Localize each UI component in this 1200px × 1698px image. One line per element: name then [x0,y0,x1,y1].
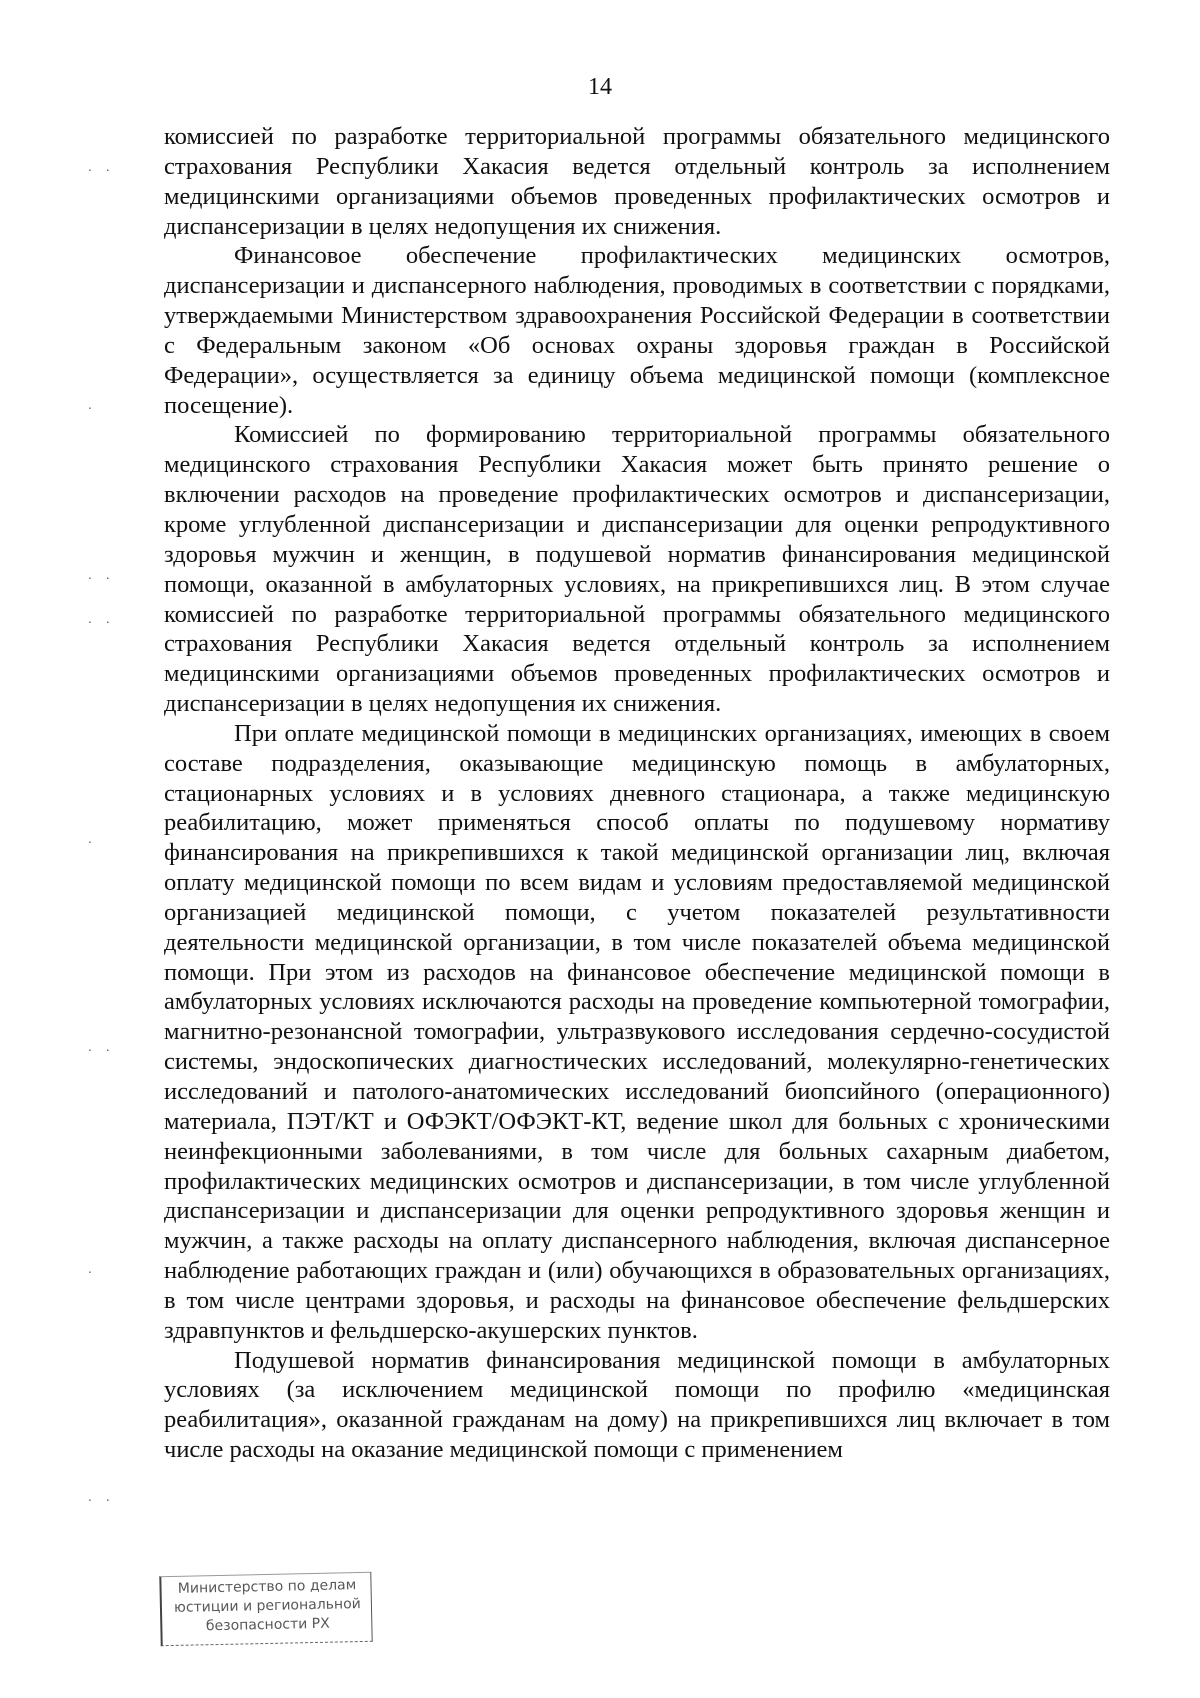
stamp-line-3: безопасности РХ [205,1615,330,1635]
document-body [164,122,1110,1465]
margin-dots-mark: .. [88,1490,124,1504]
margin-dots-mark: .. [88,612,124,626]
margin-dots-mark: .. [88,160,124,174]
margin-dots-mark: . [88,1262,106,1276]
ministry-stamp [159,1572,372,1646]
stamp-line-2: юстиции и региональной [173,1596,361,1616]
paragraph-4: При оплате медицинской помощи в медицинских организациях, имеющих в своем составе подразделения, оказывающие медицинскую помощь в амбулаторных, стационарных условиях и в условиях дневного стационара, а также медицинскую реабилитацию, может применяться способ оплаты по подушевому нормативу финансирования на прикрепившихся к такой медицинской организации лиц, включая оплату медицинской помощи по всем видам и условиям предоставляемой медицинской организацией медицинской помощи, с учетом показателей результативности деятельности медицинской организации, в том числе показателей объема медицинской помощи. При этом из расходов на финансовое обеспечение медицинской помощи в амбулаторных условиях исключаются расходы на проведение компьютерной томографии, магнитно-резонансной томографии, ультразвукового исследования сердечно-сосудистой системы, эндоскопических диагностических исследований, молекулярно-генетических исследований и патолого-анатомических исследований биопсийного (операционного) материала, ПЭТ/КТ и ОФЭКТ/ОФЭКТ-КТ, ведение школ для больных с хроническими неинфекционными заболеваниями, в том числе для больных сахарным диабетом, профилактических медицинских осмотров и диспансеризации, в том числе углубленной диспансеризации и диспансеризации для оценки репродуктивного здоровья женщин и мужчин, а также расходы на оплату диспансерного наблюдения, включая диспансерное наблюдение работающих граждан и (или) обучающихся в образовательных организациях, в том числе центрами здоровья, и расходы на финансовое обеспечение фельдшерских здравпунктов и фельдшерско-акушерских пунктов. [164,719,1110,1344]
margin-dots-mark: . [88,398,106,412]
paragraph-5: Подушевой норматив финансирования медицинской помощи в амбулаторных условиях (за исключением медицинской помощи по профилю «медицинская реабилитация», оказанной гражданам на дому) на прикрепившихся лиц включает в том числе расходы на оказание медицинской помощи с применением [164,1346,1110,1464]
margin-dots-mark: .. [88,568,124,582]
paragraph-3: Комиссией по формированию территориальной программы обязательного медицинского страхования Республики Хакасия может быть принято решение о включении расходов на проведение профилактических осмотров и диспансеризации, кроме углубленной диспансеризации и диспансеризации для оценки репродуктивного здоровья мужчин и женщин, в подушевой норматив финансирования медицинской помощи, оказанной в амбулаторных условиях, на прикрепившихся лиц. В этом случае комиссией по разработке территориальной программы обязательного медицинского страхования Республики Хакасия ведется отдельный контроль за исполнением медицинскими организациями объемов проведенных профилактических осмотров и диспансеризации в целях недопущения их снижения. [164,421,1110,718]
page-number: 14 [588,74,612,100]
margin-dots-mark: .. [88,1040,124,1054]
paragraph-2: Финансовое обеспечение профилактических медицинских осмотров, диспансеризации и диспансерного наблюдения, проводимых в соответствии с порядками, утверждаемыми Министерством здравоохранения Российской Федерации в соответствии с Федеральным законом «Об основах охраны здоровья граждан в Российской Федерации», осуществляется за единицу объема медицинской помощи (комплексное посещение). [164,242,1110,419]
margin-dots-mark: . [88,832,106,846]
paragraph-1: комиссией по разработке территориальной программы обязательного медицинского страхования Республики Хакасия ведется отдельный контроль за исполнением медицинскими организациями объемов проведенных профилактических осмотров и диспансеризации в целях недопущения их снижения. [164,123,1110,240]
stamp-line-1: Министерство по делам [177,1577,357,1597]
